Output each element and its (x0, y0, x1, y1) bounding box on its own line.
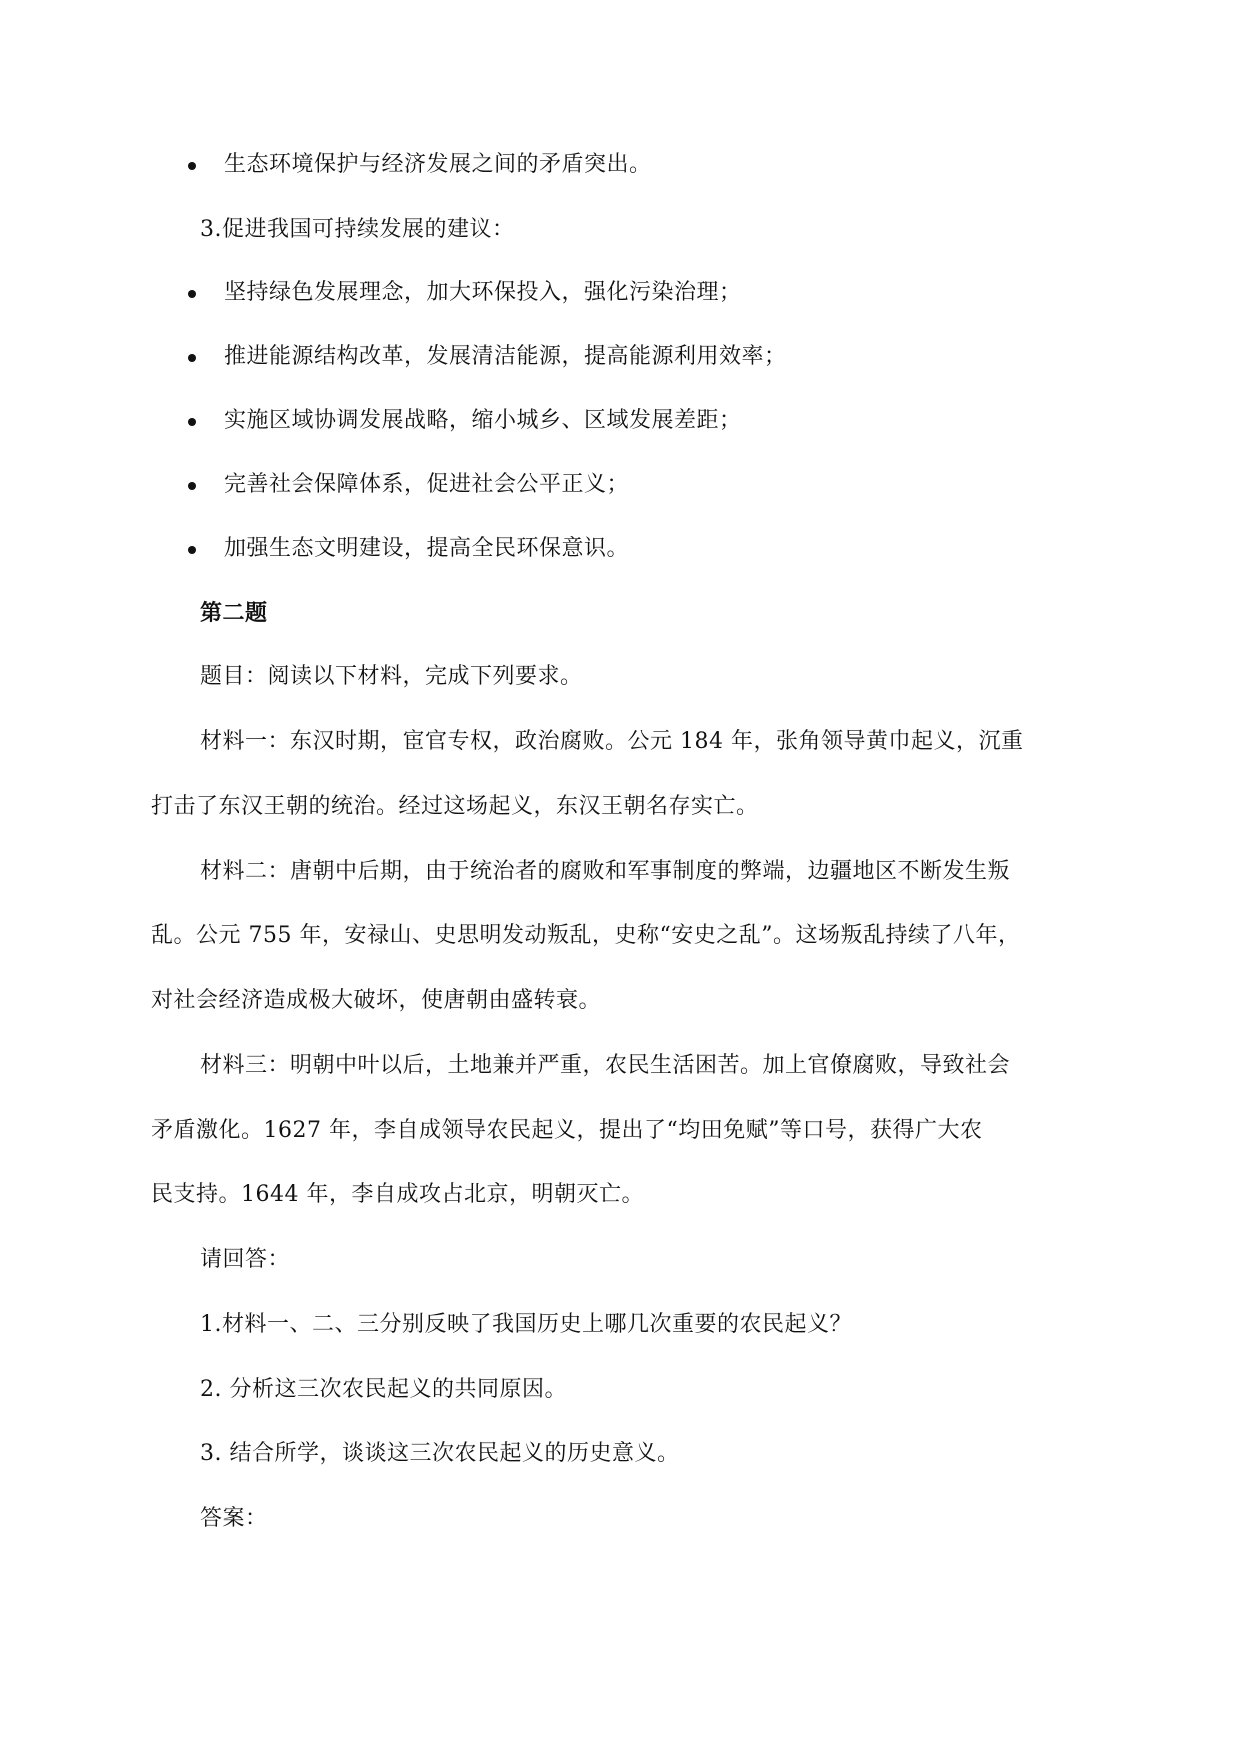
bullet-icon (188, 354, 196, 362)
material-one-line: 打击了东汉王朝的统治。经过这场起义，东汉王朝名存实亡。 (151, 794, 759, 819)
sub-question: 1.材料一、二、三分别反映了我国历史上哪几次重要的农民起义？ (200, 1312, 852, 1337)
bullet-item: 生态环境保护与经济发展之间的矛盾突出。 (224, 152, 652, 177)
bullet-icon (188, 482, 196, 490)
question-title: 第二题 (200, 600, 268, 626)
sub-question: 2. 分析这三次农民起义的共同原因。 (200, 1377, 567, 1402)
material-one-line: 材料一：东汉时期，宦官专权，政治腐败。公元 184 年，张角领导黄巾起义，沉重 (200, 729, 1024, 754)
bullet-item: 完善社会保障体系，促进社会公平正义； (224, 472, 630, 497)
bullet-icon (188, 290, 196, 298)
material-three-line: 矛盾激化。1627 年，李自成领导农民起义，提出了“均田免赋”等口号，获得广大农 (151, 1118, 983, 1143)
material-three-line: 民支持。1644 年，李自成攻占北京，明朝灭亡。 (151, 1182, 644, 1207)
bullet-icon (188, 546, 196, 554)
material-two-line: 乱。公元 755 年，安禄山、史思明发动叛乱，史称“安史之乱”。这场叛乱持续了八年， (151, 923, 1021, 948)
bullet-item: 推进能源结构改革，发展清洁能源，提高能源利用效率； (224, 344, 787, 369)
bullet-icon (188, 418, 196, 426)
answer-label: 答案： (200, 1506, 268, 1531)
section-heading: 3.促进我国可持续发展的建议： (200, 217, 515, 242)
material-two-line: 材料二：唐朝中后期，由于统治者的腐败和军事制度的弊端，边疆地区不断发生叛 (200, 859, 1011, 884)
bullet-item: 加强生态文明建设，提高全民环保意识。 (224, 536, 630, 561)
material-two-line: 对社会经济造成极大破坏，使唐朝由盛转衰。 (151, 988, 602, 1013)
material-three-line: 材料三：明朝中叶以后，土地兼并严重，农民生活困苦。加上官僚腐败，导致社会 (200, 1053, 1011, 1078)
sub-question: 3. 结合所学，谈谈这三次农民起义的历史意义。 (200, 1441, 680, 1466)
question-prompt: 题目：阅读以下材料，完成下列要求。 (200, 664, 583, 689)
bullet-item: 实施区域协调发展战略，缩小城乡、区域发展差距； (224, 408, 742, 433)
bullet-item: 坚持绿色发展理念，加大环保投入，强化污染治理； (224, 280, 742, 305)
bullet-icon (188, 162, 196, 170)
ask-label: 请回答： (200, 1247, 291, 1272)
